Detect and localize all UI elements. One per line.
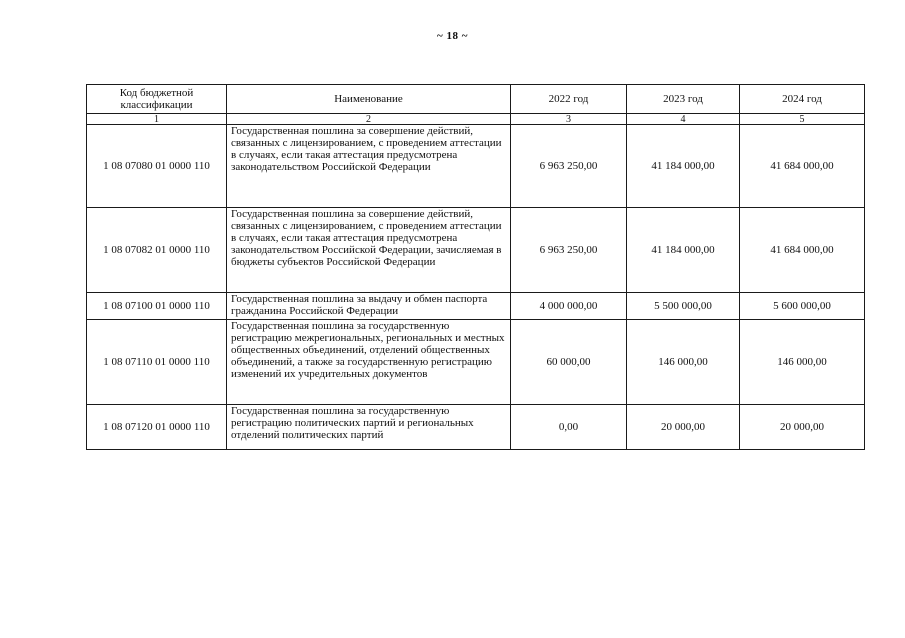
name-cell: Государственная пошлина за государственную регистрацию политических партий и региональных отделений политических партий (227, 405, 511, 450)
table-row (87, 208, 865, 293)
amount-2023-cell: 20 000,00 (627, 405, 740, 450)
amount-2022-cell: 0,00 (511, 405, 627, 450)
column-number: 2 (227, 114, 511, 125)
table-row (87, 293, 865, 320)
header-2023: 2023 год (627, 85, 740, 114)
column-number: 1 (87, 114, 227, 125)
page-number: ~ 18 ~ (437, 30, 468, 42)
column-number: 4 (627, 114, 740, 125)
header-2024: 2024 год (740, 85, 865, 114)
amount-2022-cell: 4 000 000,00 (511, 293, 627, 320)
amount-2024-cell: 5 600 000,00 (740, 293, 865, 320)
amount-2024-cell: 20 000,00 (740, 405, 865, 450)
amount-2022-cell: 6 963 250,00 (511, 208, 627, 293)
amount-2023-cell: 5 500 000,00 (627, 293, 740, 320)
name-cell: Государственная пошлина за совершение действий, связанных с лицензированием, с проведением аттестации в случаях, если такая аттестация предусмотрена законодательством Российской Федерации (227, 125, 511, 208)
column-number-row (87, 114, 865, 125)
amount-2024-cell: 41 684 000,00 (740, 208, 865, 293)
budget-code-cell: 1 08 07110 01 0000 110 (87, 320, 227, 405)
name-cell: Государственная пошлина за государственную регистрацию межрегиональных, региональных и местных общественных объединений, отделений общественных объединений, а также за государственную регистрацию изменений их учредительных документов (227, 320, 511, 405)
budget-code-cell: 1 08 07100 01 0000 110 (87, 293, 227, 320)
header-code: Код бюджетной классификации (87, 85, 227, 114)
column-number: 5 (740, 114, 865, 125)
amount-2022-cell: 60 000,00 (511, 320, 627, 405)
amount-2024-cell: 41 684 000,00 (740, 125, 865, 208)
table-row (87, 320, 865, 405)
amount-2022-cell: 6 963 250,00 (511, 125, 627, 208)
name-cell: Государственная пошлина за совершение действий, связанных с лицензированием, с проведением аттестации в случаях, если такая аттестация предусмотрена законодательством Российской Федерации, зачисляемая в бюджеты субъектов Российской Федерации (227, 208, 511, 293)
amount-2023-cell: 41 184 000,00 (627, 208, 740, 293)
column-number: 3 (511, 114, 627, 125)
name-cell: Государственная пошлина за выдачу и обмен паспорта гражданина Российской Федерации (227, 293, 511, 320)
table-row (87, 125, 865, 208)
budget-revenue-table (86, 84, 865, 450)
budget-code-cell: 1 08 07080 01 0000 110 (87, 125, 227, 208)
table-header-row (87, 85, 865, 114)
header-2022: 2022 год (511, 85, 627, 114)
budget-code-cell: 1 08 07120 01 0000 110 (87, 405, 227, 450)
table-row (87, 405, 865, 450)
budget-code-cell: 1 08 07082 01 0000 110 (87, 208, 227, 293)
amount-2023-cell: 41 184 000,00 (627, 125, 740, 208)
amount-2024-cell: 146 000,00 (740, 320, 865, 405)
amount-2023-cell: 146 000,00 (627, 320, 740, 405)
header-name: Наименование (227, 85, 511, 114)
